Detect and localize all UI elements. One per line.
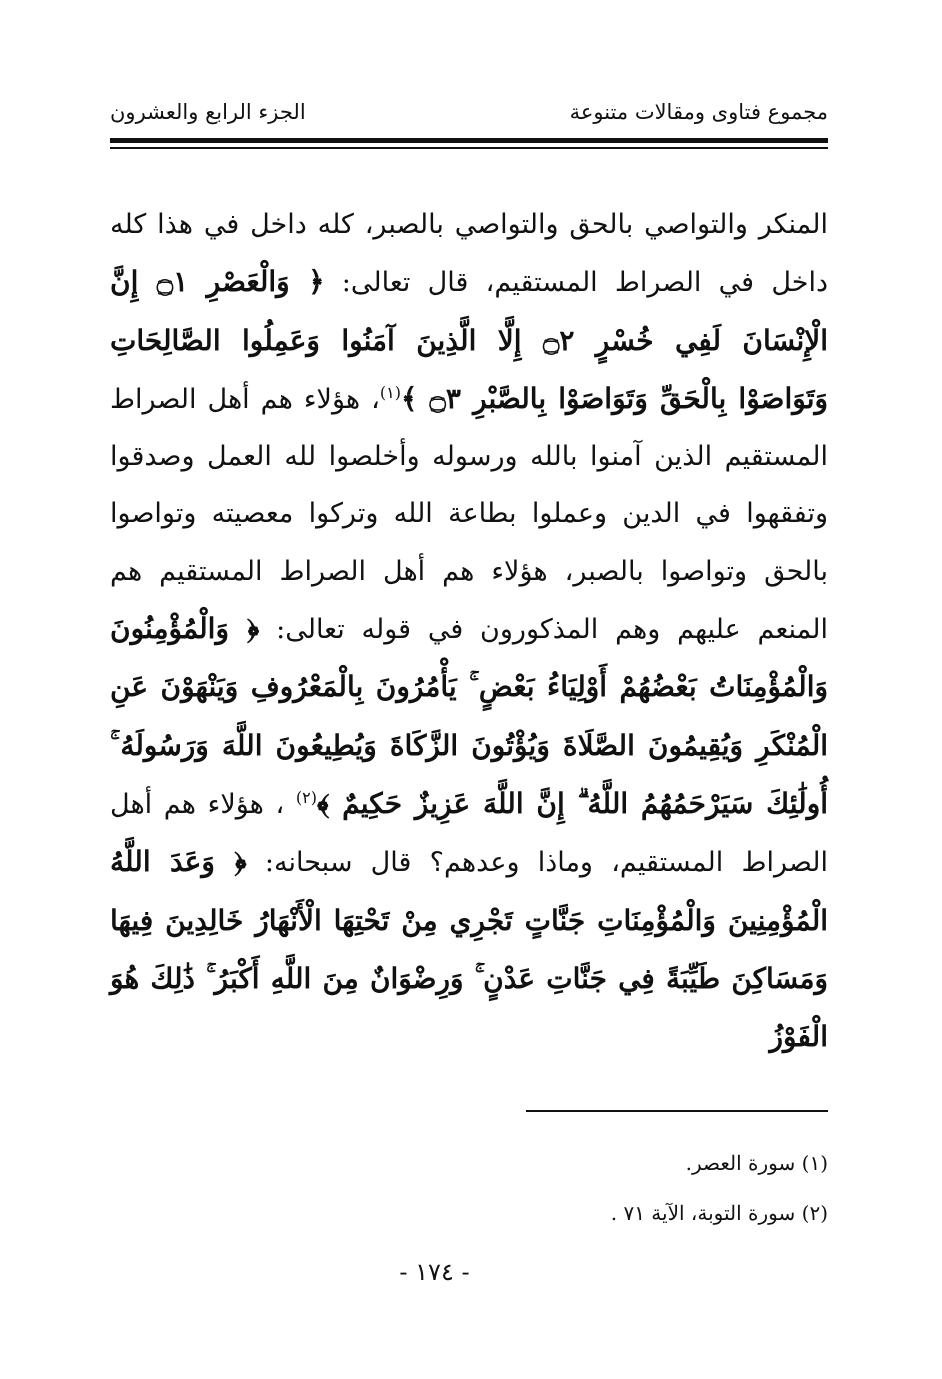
text-segment-3: ، هؤلاء هم أهل الصراط المستقيم، وماذا وعدهم؟ قال سبحانه: — [110, 788, 828, 879]
footnote-2 — [110, 1198, 828, 1248]
header-rule-thick — [110, 138, 828, 143]
text-segment-2: ، هؤلاء هم أهل الصراط المستقيم الذين آمنوا بالله ورسوله وأخلصوا لله العمل وصدقوا وتفقهوا في الدين وعملوا بطاعة الله وتركوا معصيته وتواصوا بالحق وتواصوا بالصبر، هؤلاء هم أهل الصراط المستقيم هم المنعم عليهم وهم المذكورون في قوله تعالى: — [110, 383, 828, 646]
part-label: الجزء الرابع والعشرون — [110, 100, 306, 124]
main-text — [110, 196, 828, 1066]
quran-quote-al-asr: ﴿ وَالْعَصْرِ ۝١ إِنَّ الْإِنْسَانَ لَفِي خُسْرٍ ۝٢ إِلَّا الَّذِينَ آمَنُوا وَعَمِلُوا الصَّالِحَاتِ وَتَوَاصَوْا بِالْحَقِّ وَتَوَاصَوْا بِالصَّبْرِ ۝٣ ﴾ — [110, 265, 829, 415]
footnotes — [110, 1148, 828, 1248]
footnote-ref-2[interactable]: (٢) — [295, 787, 317, 807]
footnote-text: سورة التوبة، الآية ٧١ . — [610, 1201, 796, 1225]
footnote-marker: (٢) — [801, 1201, 828, 1225]
header-rule-thin — [110, 147, 828, 149]
running-header — [110, 100, 828, 136]
footnote-separator — [526, 1110, 828, 1112]
footnote-ref-1[interactable]: (١) — [379, 382, 401, 402]
book-title: مجموع فتاوى ومقالات متنوعة — [569, 100, 828, 124]
footnote-marker: (١) — [801, 1151, 828, 1175]
text-segment-1: المنكر والتواصي بالحق والتواصي بالصبر، كله داخل في هذا كله داخل في الصراط المستقيم، قال تعالى: — [110, 209, 828, 299]
footnote-1 — [110, 1148, 828, 1198]
page-number: - ١٧٤ - — [399, 1258, 470, 1286]
quran-quote-tawbah-71: ﴿ وَالْمُؤْمِنُونَ وَالْمُؤْمِنَاتُ بَعْضُهُمْ أَوْلِيَاءُ بَعْضٍ ۚ يَأْمُرُونَ بِالْمَعْرُوفِ وَيَنْهَوْنَ عَنِ الْمُنْكَرِ وَيُقِيمُونَ الصَّلَاةَ وَيُؤْتُونَ الزَّكَاةَ وَيُطِيعُونَ اللَّهَ وَرَسُولَهُ ۚ أُولَٰئِكَ سَيَرْحَمُهُمُ اللَّهُ ۗ إِنَّ اللَّهَ عَزِيزٌ حَكِيمٌ ﴾ — [110, 612, 828, 820]
footnote-text: سورة العصر. — [685, 1151, 796, 1175]
quran-quote-tawbah-72: ﴿ وَعَدَ اللَّهُ الْمُؤْمِنِينَ وَالْمُؤْمِنَاتِ جَنَّاتٍ تَجْرِي مِنْ تَحْتِهَا الْأَنْهَارُ خَالِدِينَ فِيهَا وَمَسَاكِنَ طَيِّبَةً فِي جَنَّاتِ عَدْنٍ ۚ وَرِضْوَانٌ مِنَ اللَّهِ أَكْبَرُ ۚ ذَٰلِكَ هُوَ الْفَوْزُ — [110, 845, 828, 1054]
